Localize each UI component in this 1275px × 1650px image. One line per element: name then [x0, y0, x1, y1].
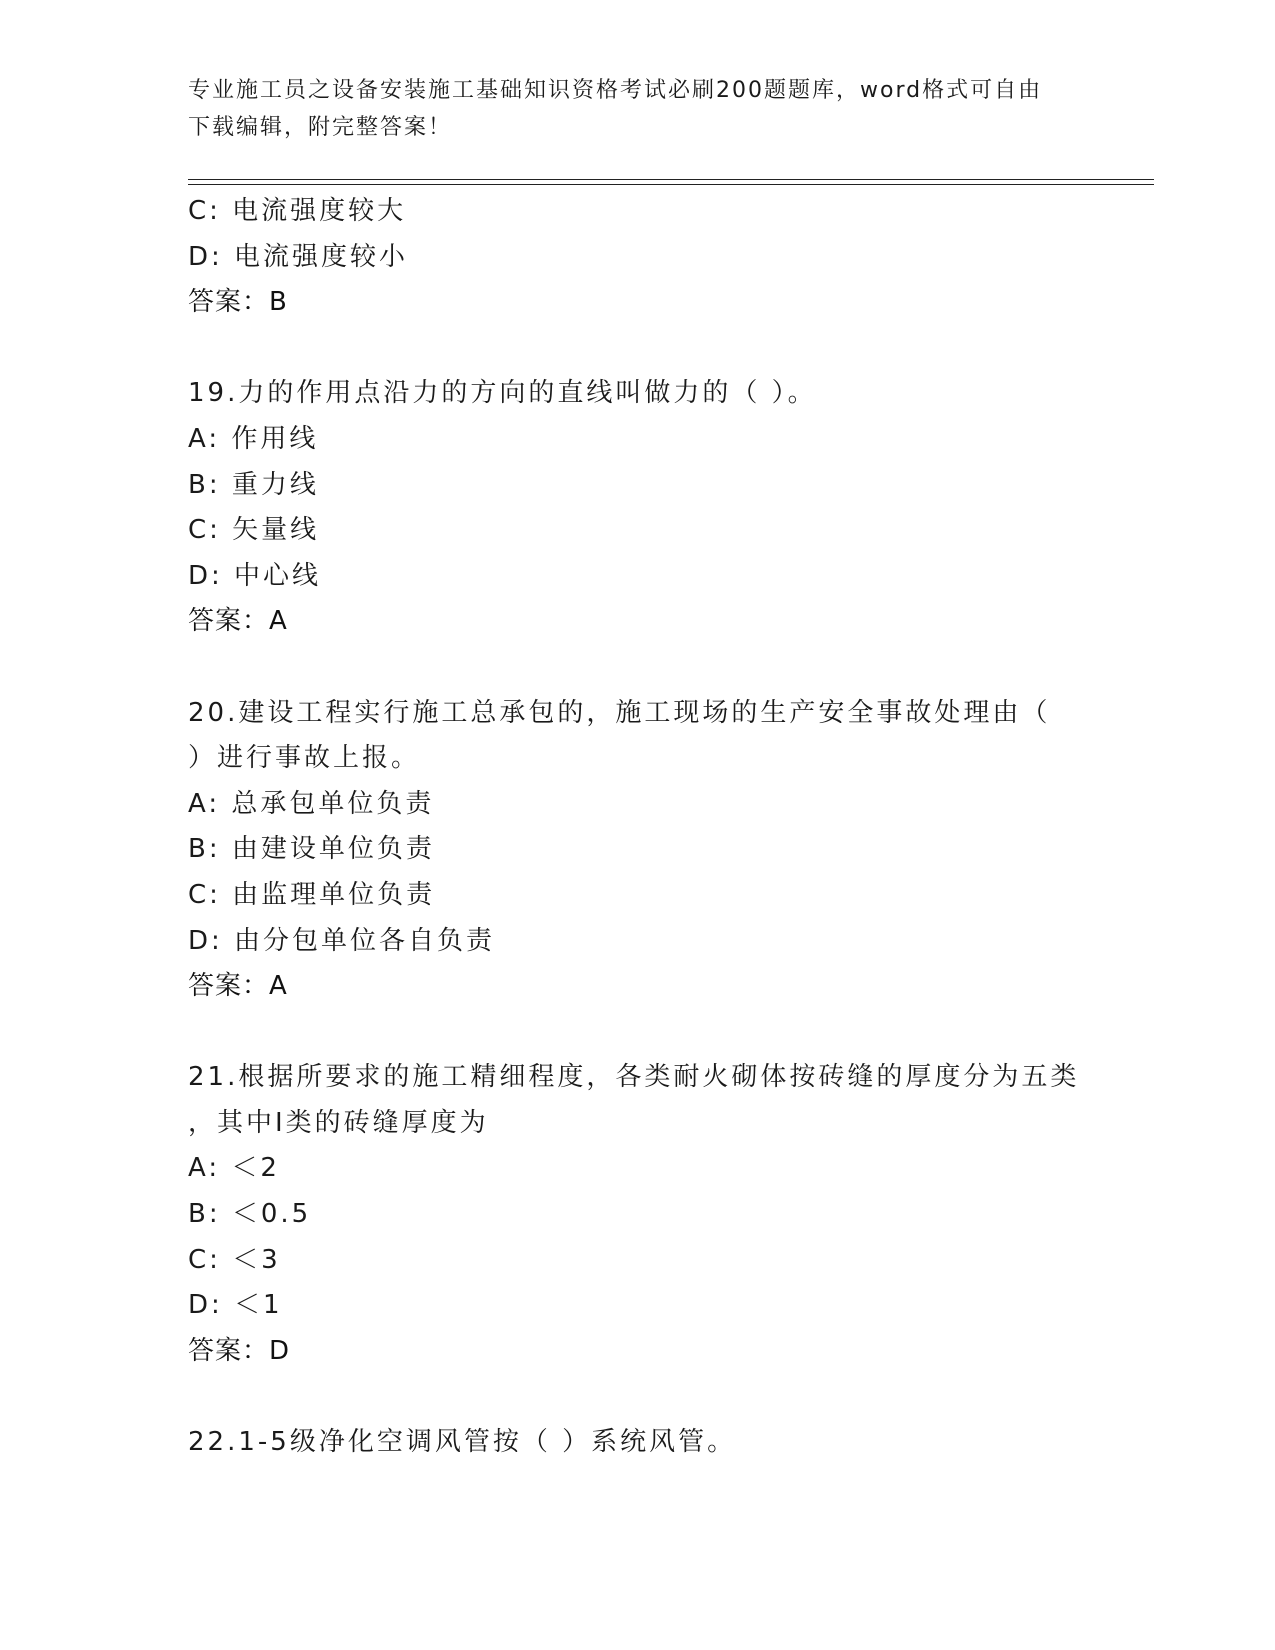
- question-list: [188, 189, 1088, 1466]
- q21-answer: 答案：D: [188, 1335, 291, 1366]
- q20-option-c: C: 由监理单位负责: [188, 879, 436, 910]
- q21-option-a: A: ＜2: [188, 1153, 280, 1184]
- spacer: [188, 645, 1088, 691]
- spacer: [188, 1374, 1088, 1420]
- q20-answer: 答案：A: [188, 971, 288, 1002]
- q21-stem-line-1: 21.根据所要求的施工精细程度，各类耐火砌体按砖缝的厚度分为五类: [188, 1062, 1080, 1093]
- q19-stem: 19.力的作用点沿力的方向的直线叫做力的（ ）。: [188, 378, 817, 409]
- q18-answer: 答案：B: [188, 287, 288, 318]
- document-header: [188, 72, 1078, 146]
- q22-stem: 22.1-5级净化空调风管按（ ）系统风管。: [188, 1427, 737, 1458]
- header-line-1: 专业施工员之设备安装施工基础知识资格考试必刷200题题库，word格式可自由: [188, 78, 1043, 103]
- header-line-2: 下载编辑，附完整答案！: [188, 115, 453, 140]
- q20-option-b: B: 由建设单位负责: [188, 834, 435, 865]
- q19-option-b: B: 重力线: [188, 469, 319, 500]
- q21-option-d: D: ＜1: [188, 1290, 283, 1321]
- q20-stem-line-1: 20.建设工程实行施工总承包的，施工现场的生产安全事故处理由（: [188, 697, 1051, 728]
- q18-option-c: C: 电流强度较大: [188, 196, 407, 226]
- q20-option-d: D: 由分包单位各自负责: [188, 925, 496, 956]
- q19-option-c: C: 矢量线: [188, 515, 320, 546]
- header-divider-top: [188, 179, 1154, 180]
- spacer: [188, 326, 1088, 372]
- header-divider-bottom: [188, 184, 1154, 185]
- q21-stem-line-2: ，其中I类的砖缝厚度为: [188, 1107, 489, 1138]
- spacer: [188, 1010, 1088, 1056]
- q21-option-c: C: ＜3: [188, 1244, 281, 1275]
- q20-stem-line-2: ）进行事故上报。: [188, 743, 421, 774]
- q19-answer: 答案：A: [188, 606, 288, 637]
- q19-option-d: D: 中心线: [188, 560, 322, 591]
- q18-option-d: D: 电流强度较小: [188, 241, 409, 272]
- q20-option-a: A: 总承包单位负责: [188, 788, 435, 819]
- q21-option-b: B: ＜0.5: [188, 1199, 312, 1230]
- q19-option-a: A: 作用线: [188, 423, 319, 454]
